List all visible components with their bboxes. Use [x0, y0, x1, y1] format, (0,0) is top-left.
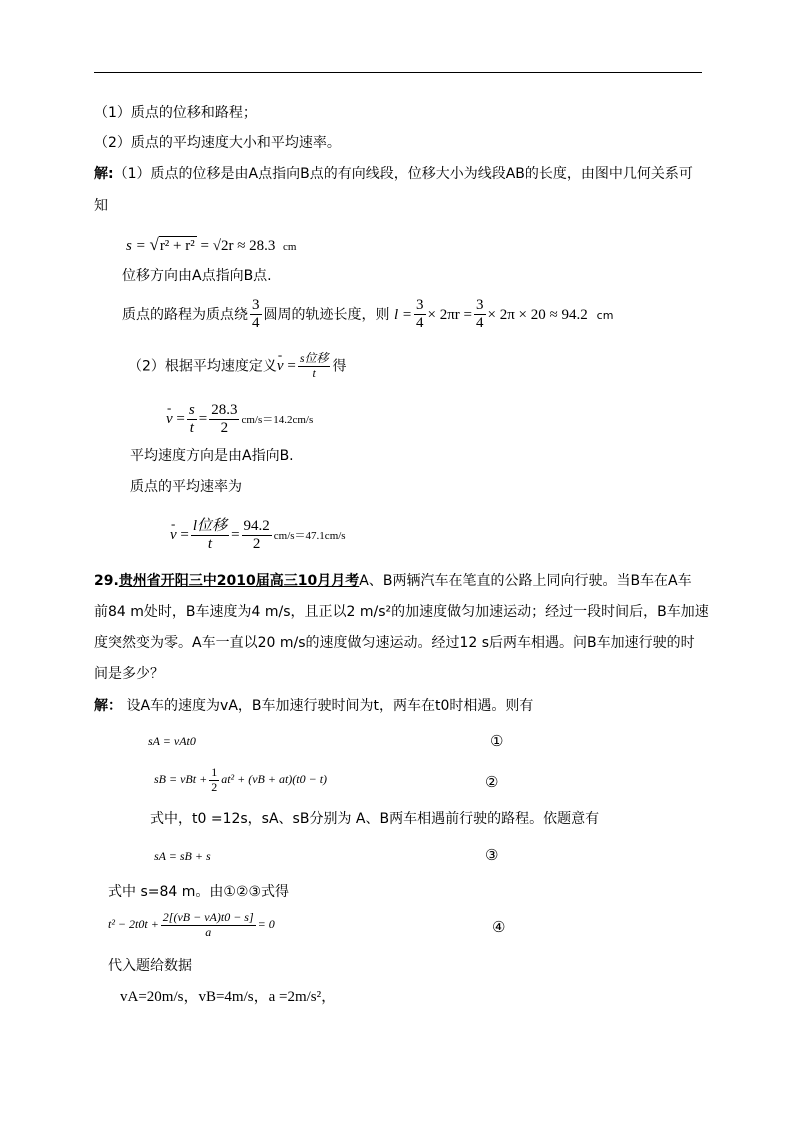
solution-text: （1）质点的位移是由A点指向B点的有向线段，位移大小为线段AB的长度，由图中几何关系可 [113, 166, 693, 182]
substitute-data: 代入题给数据 [108, 958, 192, 974]
equation-marker-4: ④ [492, 918, 506, 936]
solution-2-label: 解： [94, 698, 122, 714]
equation-displacement: s = √r² + r² = √2r ≈ 28.3 cm [126, 235, 297, 254]
equation-marker-2: ② [485, 773, 499, 791]
solution-1-line-2: 知 [94, 198, 108, 214]
average-velocity-definition: （2）根据平均速度定义- v = $\frac{\text{s位移}}{t}$ 得 [128, 352, 346, 381]
equation-marker-1: ① [490, 732, 504, 750]
header-rule [94, 72, 702, 73]
solution-2-intro: 解： 设A车的速度为vA，B车加速行驶时间为t，两车在t0时相遇。则有 [94, 698, 534, 714]
equation-marker-3: ③ [485, 846, 499, 864]
problem-source: 贵州省开阳三中2010届高三10月月考 [118, 573, 360, 589]
given-data: vA=20m/s，vB=4m/s，a =2m/s²， [120, 989, 337, 1005]
solution-1-line-1 [94, 167, 693, 181]
problem-29-line-2: 前84 m处时，B车速度为4 m/s，且正以2 m/s²的加速度做匀加速运动；经过一段时间后，B车加速 [94, 604, 709, 620]
equation-average-velocity: - v = $\frac{s}{t}$ = $\frac{28.3}{2}$ cm/s＝14.2cm/s [166, 402, 313, 438]
definition-fraction: $\frac{\text{s位移}}{t}$ [299, 351, 329, 380]
solution-label: 解: [94, 166, 114, 182]
average-speed-intro: 质点的平均速率为 [130, 479, 242, 495]
equation-1: sA = vAt0 [148, 734, 196, 748]
problem-29-line-3: 度突然变为零。A车一直以20 m/s的速度做匀速运动。经过12 s后两车相遇。问B车加速行驶的时 [94, 635, 695, 651]
question-1: （1）质点的位移和路程； [94, 105, 257, 121]
displacement-direction: 位移方向由A点指向B点. [122, 268, 272, 284]
equation-3: sA = sB + s [154, 849, 211, 863]
where-clause-2: 式中 s=84 m。由①②③式得 [108, 884, 290, 900]
path-length-line: 质点的路程为质点绕 $\frac{3}{4}$ 圆周的轨迹长度，则 l = $\frac{3}{4}$ × 2πr = $\frac{3}{4}$ × 2π × 20 ≈ 94.2 cm [122, 297, 614, 332]
equation-average-speed: - v = $\frac{\text{l位移}}{t}$ = $\frac{94.2}{2}$ cm/s＝47.1cm/s [170, 518, 346, 554]
problem-29-line-1: 29.贵州省开阳三中2010届高三10月月考A、B两辆汽车在笔直的公路上同向行驶。当B车在A车 [94, 573, 692, 589]
equation-4: t² − 2t0t + $\frac{2[(vB - vA)t0 - s]}{a}$ = 0 [108, 910, 275, 939]
where-clause-1: 式中，t0 =12s，sA、sB分别为 A、B两车相遇前行驶的路程。依题意有 [150, 811, 600, 827]
velocity-direction: 平均速度方向是由A指向B. [130, 448, 294, 464]
question-2: （2）质点的平均速度大小和平均速率。 [94, 135, 341, 151]
equation-2: sB = vBt + $\frac{1}{2}$ at² + (vB + at)(t0 − t) [154, 765, 328, 794]
problem-29-line-4: 间是多少？ [94, 666, 164, 682]
problem-number: 29. [94, 573, 119, 589]
